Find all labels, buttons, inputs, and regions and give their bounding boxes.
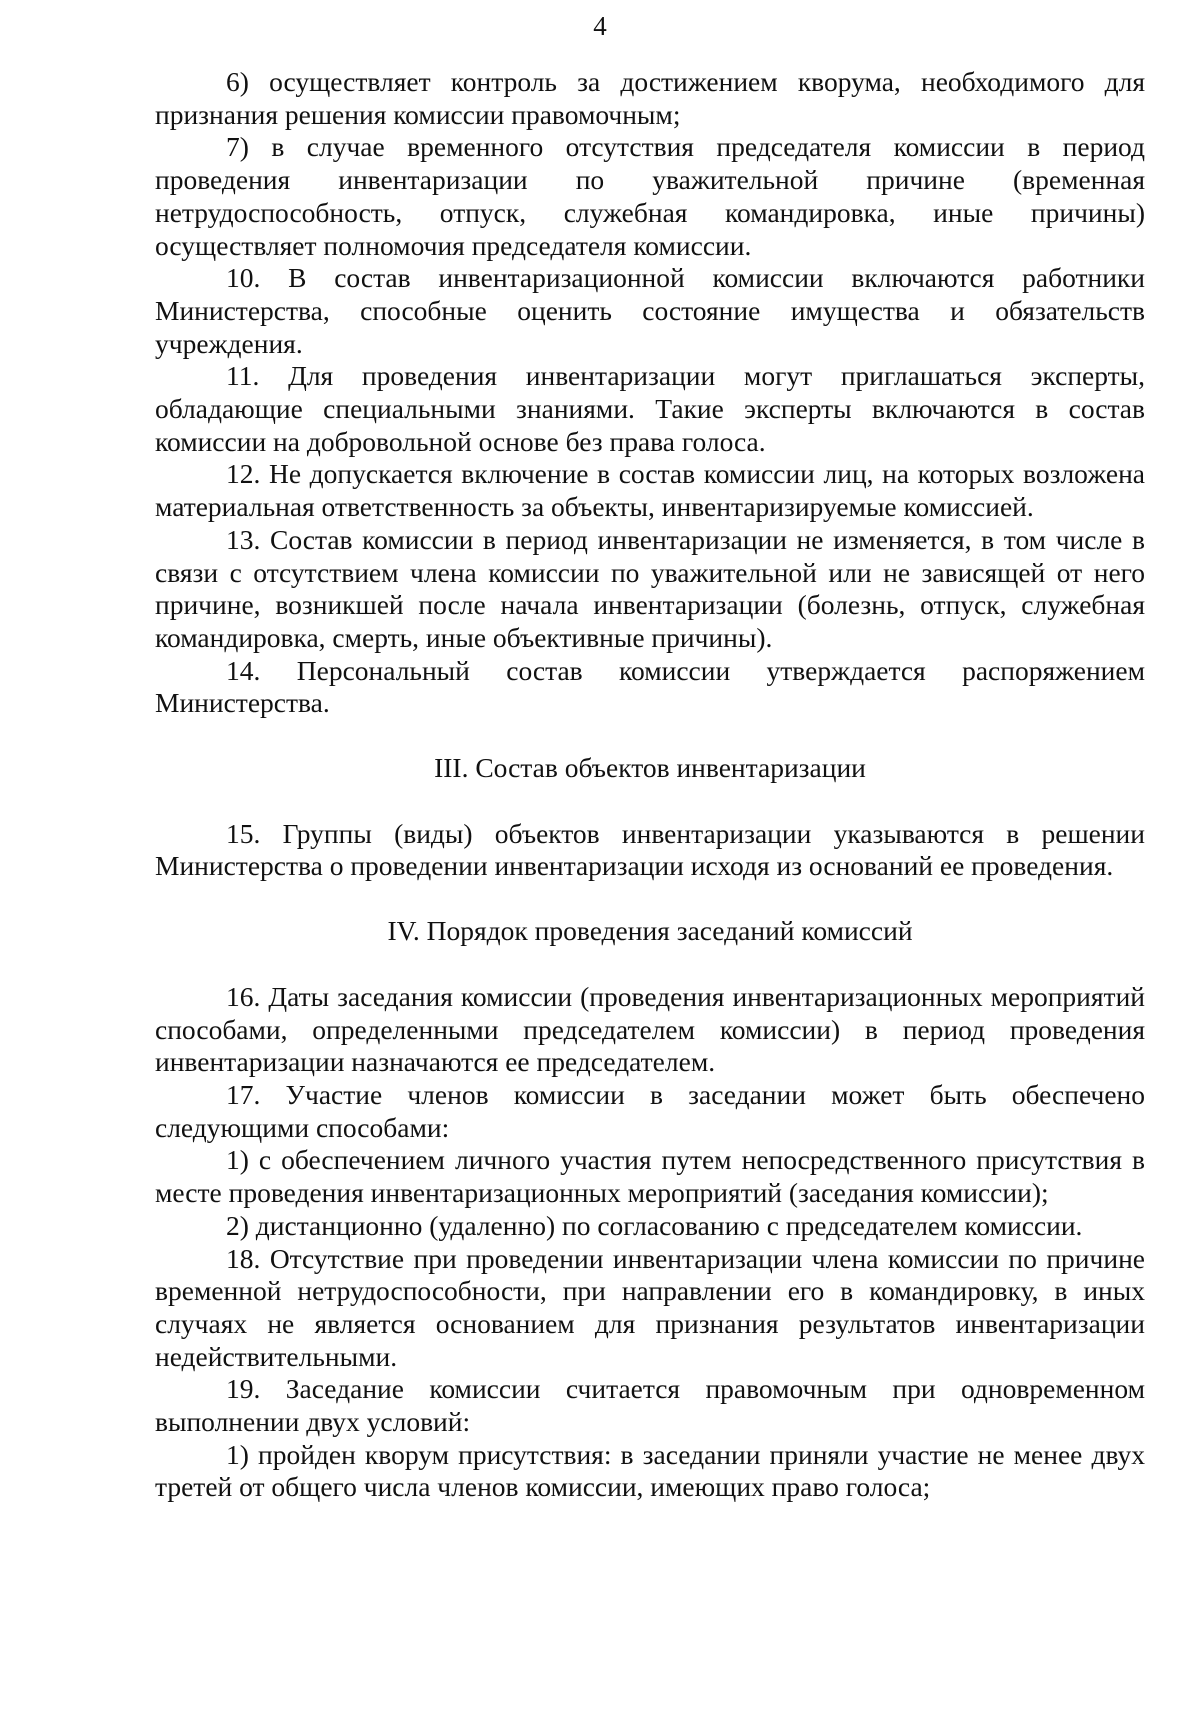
paragraph-17-2: 2) дистанционно (удаленно) по согласованию с председателем комиссии. — [226, 1209, 1083, 1241]
paragraph-18: 18. Отсутствие при проведении инвентаризации члена комиссии по причине временной нетрудоспособности, при направлении его в командировку, в иных случаях не является основанием для признания результатов инвентаризации недействительными. — [155, 1242, 1145, 1372]
spacer — [155, 883, 1145, 915]
paragraph-19-1: 1) пройден кворум присутствия: в заседании приняли участие не менее двух третей от общего числа членов комиссии, имеющих право голоса; — [155, 1438, 1145, 1503]
paragraph-17-1: 1) с обеспечением личного участия путем непосредственного присутствия в месте проведения инвентаризационных мероприятий (заседания комиссии); — [155, 1144, 1145, 1209]
paragraph-14: 14. Персональный состав комиссии утверждается распоряжением Министерства. — [155, 654, 1145, 719]
spacer — [155, 785, 1145, 818]
spacer — [155, 948, 1145, 981]
spacer — [155, 720, 1145, 752]
paragraph-17: 17. Участие членов комиссии в заседании может быть обеспечено следующими способами: — [155, 1078, 1145, 1143]
paragraph-11: 11. Для проведения инвентаризации могут приглашаться эксперты, обладающие специальными знаниями. Такие эксперты включаются в состав комиссии на добровольной основе без права голоса. — [155, 360, 1145, 457]
paragraph-7: 7) в случае временного отсутствия председателя комиссии в период проведения инвентаризации по уважительной причине (временная нетрудоспособность, отпуск, служебная командировка, иные причины) осуществляет полномочия председателя комиссии. — [155, 131, 1145, 261]
document-body — [155, 66, 1145, 1504]
paragraph-6: 6) осуществляет контроль за достижением кворума, необходимого для признания решения комиссии правомочным; — [155, 66, 1145, 130]
paragraph-13: 13. Состав комиссии в период инвентаризации не изменяется, в том числе в связи с отсутствием члена комиссии по уважительной или не зависящей от него причине, возникшей после начала инвентаризации (болезнь, отпуск, служебная командировка, смерть, иные объективные причины). — [155, 523, 1145, 653]
paragraph-16: 16. Даты заседания комиссии (проведения инвентаризационных мероприятий способами, определенными председателем комиссии) в период проведения инвентаризации назначаются ее председателем. — [155, 980, 1145, 1078]
paragraph-15: 15. Группы (виды) объектов инвентаризации указываются в решении Министерства о проведении инвентаризации исходя из оснований ее проведения. — [155, 817, 1145, 882]
paragraph-10: 10. В состав инвентаризационной комиссии включаются работники Министерства, способные оценить состояние имущества и обязательств учреждения. — [155, 262, 1145, 359]
section-heading-4: IV. Порядок проведения заседаний комиссий — [387, 915, 913, 947]
section-heading-3: III. Состав объектов инвентаризации — [434, 752, 866, 784]
paragraph-19: 19. Заседание комиссии считается правомочным при одновременном выполнении двух условий: — [155, 1373, 1145, 1438]
page-number: 4 — [593, 11, 607, 41]
paragraph-12: 12. Не допускается включение в состав комиссии лиц, на которых возложена материальная ответственность за объекты, инвентаризируемые комиссией. — [155, 458, 1145, 523]
